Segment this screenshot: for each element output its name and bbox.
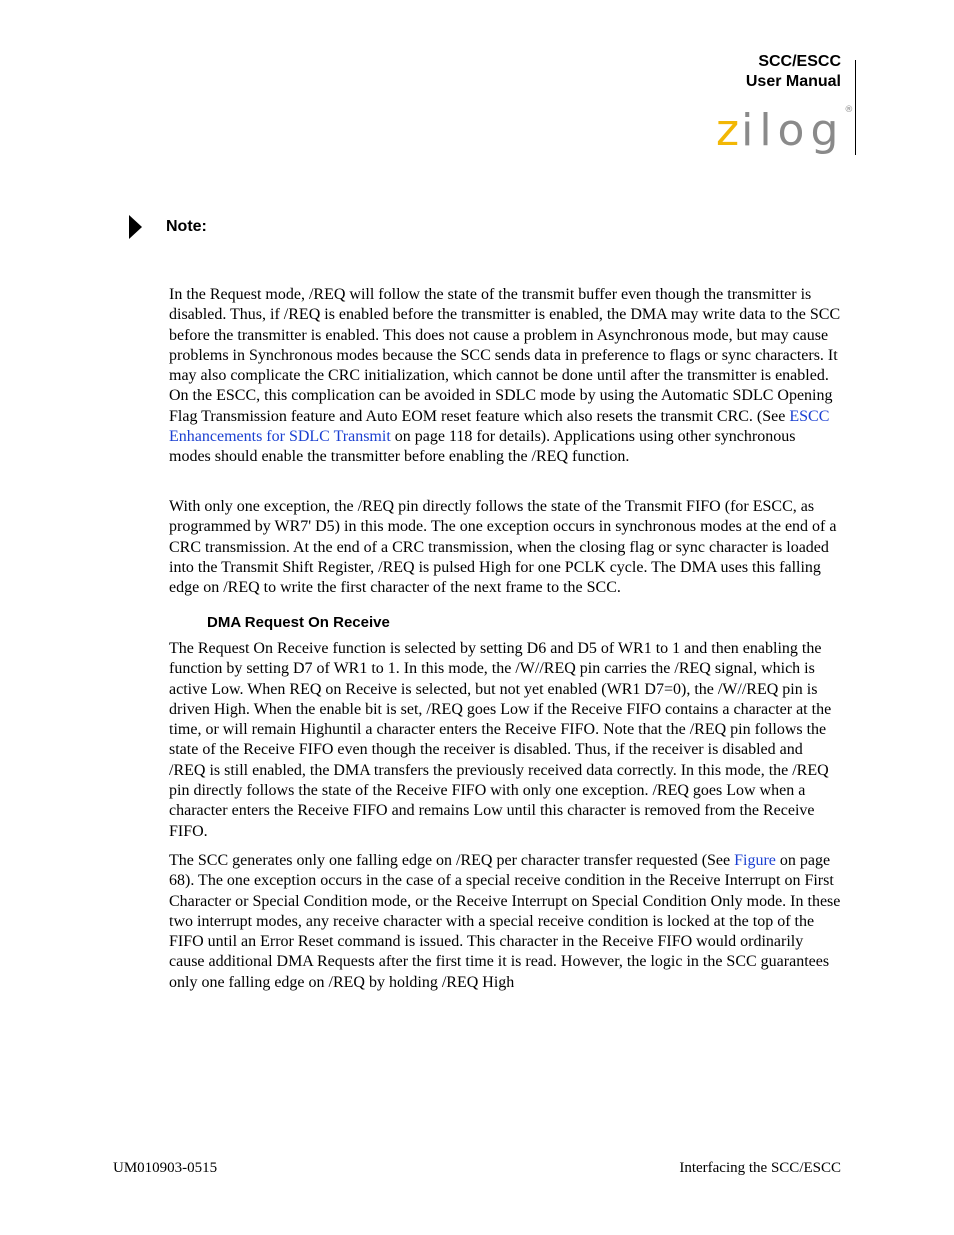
note-label: Note: [166, 218, 207, 235]
paragraph-request-on-receive: The Request On Receive function is selected by setting D6 and D5 of WR1 to 1 and then enabling the function by setting D7 of WR1 to 1. In this mode, the /W//REQ pin carries the /REQ signal, which is active Low. When REQ on Receive is selected, but not yet enabled (WR1 D7=0), the /W//REQ pin is driven High. When the enable bit is set, /REQ goes Low if the Receive FIFO contains a character at the time, or will remain Highuntil a character enters the Receive FIFO. Note that the /REQ pin follows the state of the Receive FIFO even though the receiver is disabled. Thus, if the receiver is disabled and /REQ is still enabled, the DMA transfers the previously received data correctly. In this mode, the /REQ pin directly follows the state of the Receive FIFO with only one exception. /REQ goes Low when a character enters the Receive FIFO and remains Low until this character is removed from the Receive FIFO. [169, 640, 832, 840]
note-arrow-icon [129, 215, 142, 239]
document-header [746, 52, 841, 92]
paragraph-text: on page 68). The one exception occurs in the case of a special receive condition in the Receive Interrupt on First Character or Special Condition mode, or the Receive Interrupt on Special Condition Only mode. In these two interrupt modes, any receive character with a special receive condition is locked at the top of the FIFO until an Error Reset command is issued. This character in the Receive FIFO would ordinarily cause additional DMA Requests after the first time it is read. However, the logic in the SCC guarantees only one falling edge on /REQ by holding /REQ High [169, 852, 841, 991]
paragraph-one-exception: With only one exception, the /REQ pin directly follows the state of the Transmit FIFO (for ESCC, as programmed by WR7' D5) in this mode. The one exception occurs in synchronous modes at the end of a CRC transmission. At the end of a CRC transmission, when the closing flag or sync character is loaded into the Transmit Shift Register, /REQ is pulsed High for one PCLK cycle. The DMA uses this falling edge on /REQ to write the first character of the next frame to the SCC. [169, 498, 837, 597]
section-subheading: DMA Request On Receive [207, 614, 390, 631]
header-product: SCC/ESCC [758, 53, 841, 70]
logo-registered-mark: ® [844, 105, 854, 115]
zilog-logo [716, 105, 853, 155]
footer-doc-number: UM010903-0515 [113, 1160, 218, 1176]
header-manual-title: User Manual [745, 73, 841, 90]
paragraph-request-mode [169, 285, 841, 468]
paragraph-falling-edge [169, 851, 841, 993]
paragraph-text: on page 118 for details). Applications using other synchronous modes should enable the transmitter before enabling the /REQ function. [169, 428, 796, 466]
logo-letters: ilog [741, 105, 845, 156]
footer-section-title: Interfacing the SCC/ESCC [679, 1160, 841, 1176]
paragraph-text: In the Request mode, /REQ will follow the state of the transmit buffer even though the transmitter is disabled. Thus, if /REQ is enabled before the transmitter is enabled, the DMA may write data to the SCC before the transmitter is enabled. This does not cause a problem in Asynchronous mode, but may cause problems in Synchronous modes because the SCC sends data in preference to flags or sync characters. It may also complicate the CRC initialization, which cannot be done until after the transmitter is enabled. On the ESCC, this complication can be avoided in SDLC mode by using the Automatic SDLC Opening Flag Transmission feature and Auto EOM reset feature which also resets the transmit CRC. (See [169, 286, 841, 425]
header-divider [855, 60, 856, 155]
escc-enhancements-link[interactable]: ESCC Enhancements for SDLC Transmit [169, 407, 830, 446]
figure-link[interactable]: Figure [734, 852, 776, 869]
logo-letter-z: z [716, 105, 742, 156]
paragraph-text: The SCC generates only one falling edge on /REQ per character transfer requested (See [169, 852, 735, 869]
